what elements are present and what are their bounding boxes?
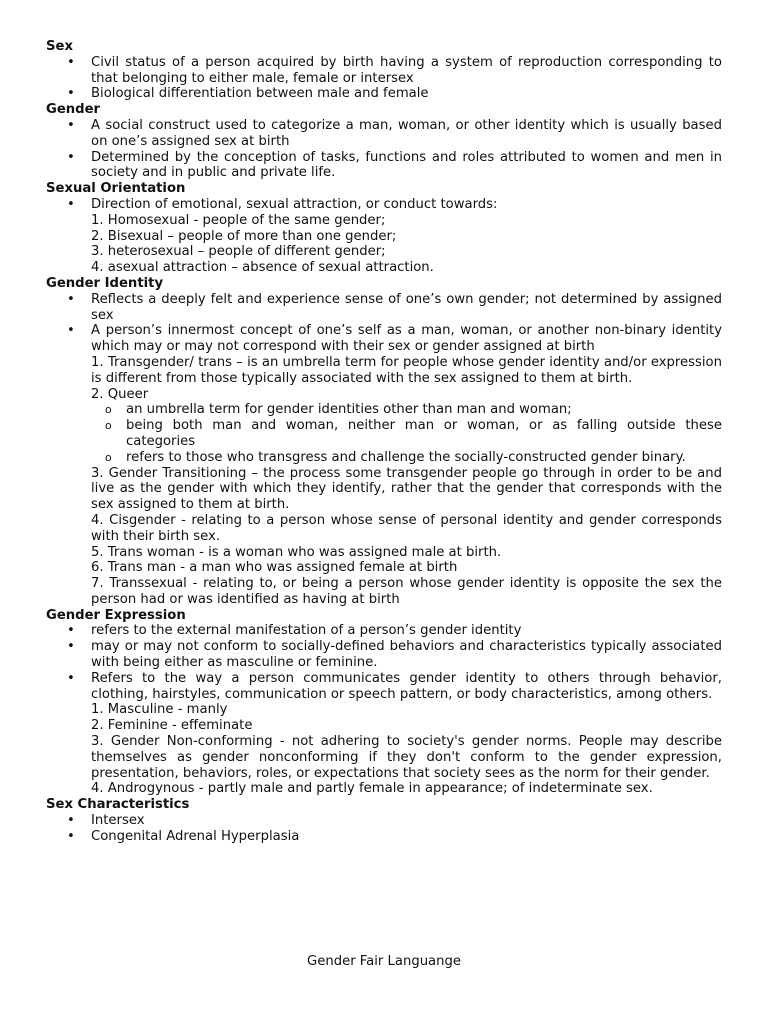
bullet-item: • A social construct used to categorize a man, woman, or other identity which is usually based on one’s assigned sex at birth	[46, 118, 722, 150]
bullet-item: • refers to the external manifestation of a person’s gender identity	[46, 623, 722, 639]
section-heading: Sex Characteristics	[46, 797, 190, 813]
bullet-item: • Civil status of a person acquired by birth having a system of reproduction corresponding to that belonging to either male, female or intersex	[46, 55, 722, 87]
bullet-list	[46, 55, 722, 102]
sub-bullet-item: o being both man and woman, neither man or woman, or as falling outside these categories	[46, 418, 722, 450]
sub-bullet-item: o refers to those who transgress and challenge the socially-constructed gender binary.	[46, 450, 722, 466]
numbered-item: 6. Trans man - a man who was assigned female at birth	[91, 560, 458, 576]
numbered-item: 7. Transsexual - relating to, or being a person whose gender identity is opposite the sex the person had or was identified as having at birth	[91, 576, 722, 607]
section	[46, 608, 722, 798]
bullet-item: • Congenital Adrenal Hyperplasia	[46, 829, 722, 845]
section-heading: Gender Identity	[46, 275, 164, 291]
bullet-list	[46, 623, 722, 797]
bullet-list	[46, 813, 722, 845]
bullet-list	[46, 197, 722, 276]
numbered-item: 3. heterosexual – people of different gender;	[91, 244, 386, 260]
numbered-item: 2. Bisexual – people of more than one gender;	[91, 228, 397, 244]
bullet-item: • Determined by the conception of tasks, functions and roles attributed to women and men in society and in public and private life.	[46, 150, 722, 182]
section	[46, 39, 722, 102]
bullet-item: • Reflects a deeply felt and experience sense of one’s own gender; not determined by assigned sex	[46, 292, 722, 324]
numbered-item: 1. Homosexual - people of the same gender;	[91, 212, 386, 228]
numbered-item: 1. Masculine - manly	[91, 702, 228, 718]
numbered-item: 4. Androgynous - partly male and partly female in appearance; of indeterminate sex.	[91, 781, 653, 797]
numbered-item: 2. Feminine - effeminate	[91, 718, 253, 734]
section-heading: Sex	[46, 39, 73, 54]
bullet-list	[46, 292, 722, 608]
bullet-item: • A person’s innermost concept of one’s self as a man, woman, or another non-binary identity which may or may not correspond with their sex or gender assigned at birth	[46, 323, 722, 355]
section	[46, 181, 722, 276]
numbered-item: 3. Gender Non-conforming - not adhering to society's gender norms. People may describe themselves as gender nonconforming if they don't conform to the gender expression, presentation, behaviors, roles, or expectations that society sees as the norm for their gender.	[91, 734, 722, 781]
bullet-item: • Biological differentiation between male and female	[46, 86, 722, 102]
section-heading: Gender Expression	[46, 607, 186, 623]
bullet-item: • may or may not conform to socially-defined behaviors and characteristics typically associated with being either as masculine or feminine.	[46, 639, 722, 671]
section	[46, 102, 722, 181]
bullet-item: • Refers to the way a person communicates gender identity to others through behavior, clothing, hairstyles, communication or speech pattern, or body characteristics, among others.	[46, 671, 722, 703]
page-footer: Gender Fair Languange	[307, 954, 461, 969]
bullet-item: • Intersex	[46, 813, 722, 829]
numbered-item: 5. Trans woman - is a woman who was assigned male at birth.	[91, 544, 502, 560]
section	[46, 797, 722, 844]
document-body	[46, 39, 722, 845]
sub-bullet-item: o an umbrella term for gender identities other than man and woman;	[46, 402, 722, 418]
numbered-item: 2. Queer	[91, 386, 149, 402]
numbered-item: 1. Transgender/ trans – is an umbrella term for people whose gender identity and/or expression is different from those typically associated with the sex assigned to them at birth.	[91, 354, 722, 386]
numbered-item: 3. Gender Transitioning – the process some transgender people go through in order to be and live as the gender with which they identify, rather that the gender that corresponds with the sex assigned to them at birth.	[91, 465, 722, 513]
section	[46, 276, 722, 608]
bullet-list	[46, 118, 722, 181]
section-heading: Sexual Orientation	[46, 181, 186, 197]
numbered-item: 4. asexual attraction – absence of sexual attraction.	[91, 260, 434, 276]
numbered-item: 4. Cisgender - relating to a person whose sense of personal identity and gender corresponds with their birth sex.	[91, 512, 722, 544]
bullet-item: • Direction of emotional, sexual attraction, or conduct towards:	[46, 197, 722, 213]
section-heading: Gender	[46, 102, 101, 118]
